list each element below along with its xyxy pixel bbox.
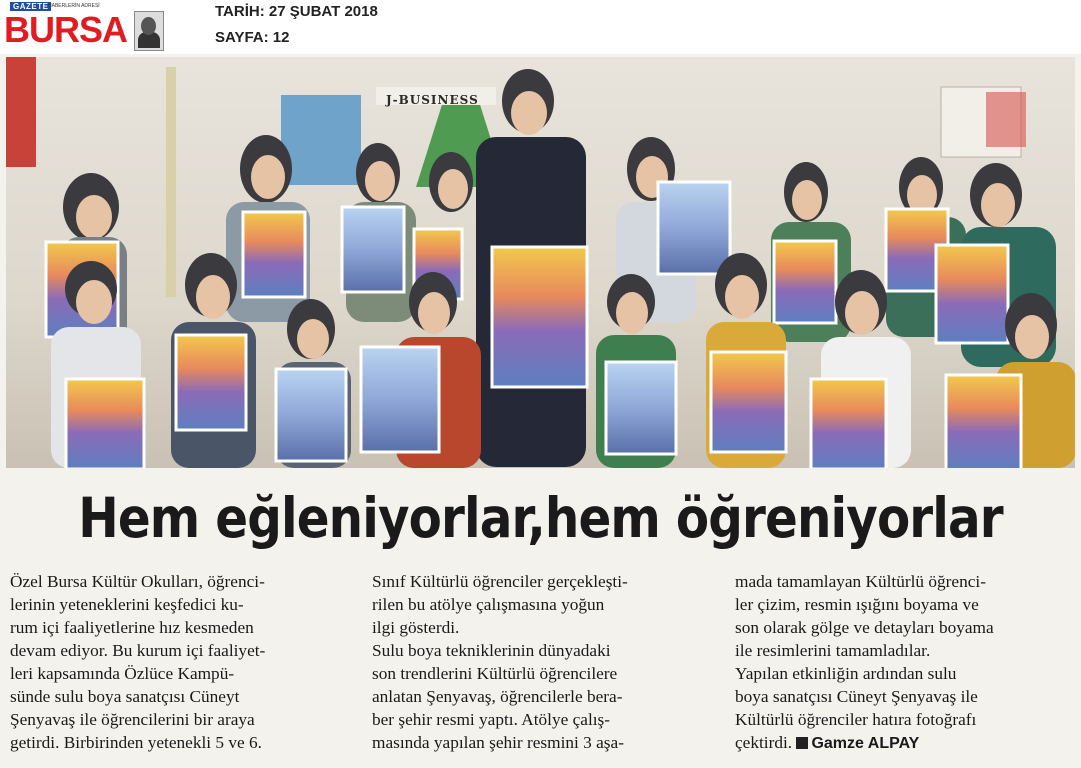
article-line: Kültürlü öğrenciler hatıra fotoğrafı: [735, 710, 977, 729]
article-line: Sınıf Kültürlü öğrenciler gerçekleşti-: [372, 572, 628, 591]
logo-tagline: HABERLERİN ADRESİ: [48, 3, 100, 9]
article-line: getirdi. Birbirinden yetenekli 5 ve 6.: [10, 733, 262, 752]
logo-gazete-label: GAZETE: [10, 2, 51, 11]
article-line: ilgi gösterdi.: [372, 618, 460, 637]
article-line: leri kapsamında Özlüce Kampü-: [10, 664, 235, 683]
article-line: boya sanatçısı Cüneyt Şenyavaş ile: [735, 687, 978, 706]
article-last-line: [735, 731, 994, 754]
article-line: anlatan Şenyavaş, öğrencilerle bera-: [372, 687, 623, 706]
byline-square-icon: [796, 737, 808, 749]
group-photo-illustration: [6, 57, 1075, 468]
article-line: çektirdi.: [735, 733, 793, 752]
article-line: Şenyavaş ile öğrencilerini bir araya: [10, 710, 255, 729]
logo-portrait-icon: [134, 11, 164, 51]
article-headline: Hem eğleniyorlar,hem öğreniyorlar: [78, 486, 1003, 550]
clipping-header: [0, 0, 1081, 54]
article-line: Yapılan etkinliğin ardından sulu: [735, 664, 957, 683]
article-line: sünde sulu boya sanatçısı Cüneyt: [10, 687, 240, 706]
article-line: ber şehir resmi yaptı. Atölye çalış-: [372, 710, 611, 729]
article-line: masında yapılan şehir resmini 3 aşa-: [372, 733, 624, 752]
wall-board-text: J-BUSINESS: [386, 93, 479, 107]
article-line: ler çizim, resmin ışığını boyama ve: [735, 595, 979, 614]
article-line: Özel Bursa Kültür Okulları, öğrenci-: [10, 572, 265, 591]
article-line: Sulu boya tekniklerinin dünyadaki: [372, 641, 611, 660]
article-line: rilen bu atölye çalışmasına yoğun: [372, 595, 605, 614]
publication-date: TARİH: 27 ŞUBAT 2018: [215, 3, 378, 20]
article-line: son olarak gölge ve detayları boyama: [735, 618, 994, 637]
article-column-3: [735, 570, 994, 754]
group-photo: [6, 57, 1075, 468]
newspaper-logo: [2, 2, 162, 50]
article-byline: Gamze ALPAY: [811, 735, 920, 752]
logo-wordmark: BURSA: [4, 9, 128, 50]
article-line: devam ediyor. Bu kurum içi faaliyet-: [10, 641, 266, 660]
article-line: son trendlerini Kültürlü öğrencilere: [372, 664, 618, 683]
article-line: mada tamamlayan Kültürlü öğrenci-: [735, 572, 986, 591]
page-number: SAYFA: 12: [215, 29, 290, 46]
article-line: rum içi faaliyetlerine hız kesmeden: [10, 618, 254, 637]
article-column-2: [372, 570, 628, 754]
article-line: lerinin yeteneklerini keşfedici ku-: [10, 595, 244, 614]
article-column-1: [10, 570, 265, 754]
article-line: ile resimlerini tamamladılar.: [735, 641, 931, 660]
